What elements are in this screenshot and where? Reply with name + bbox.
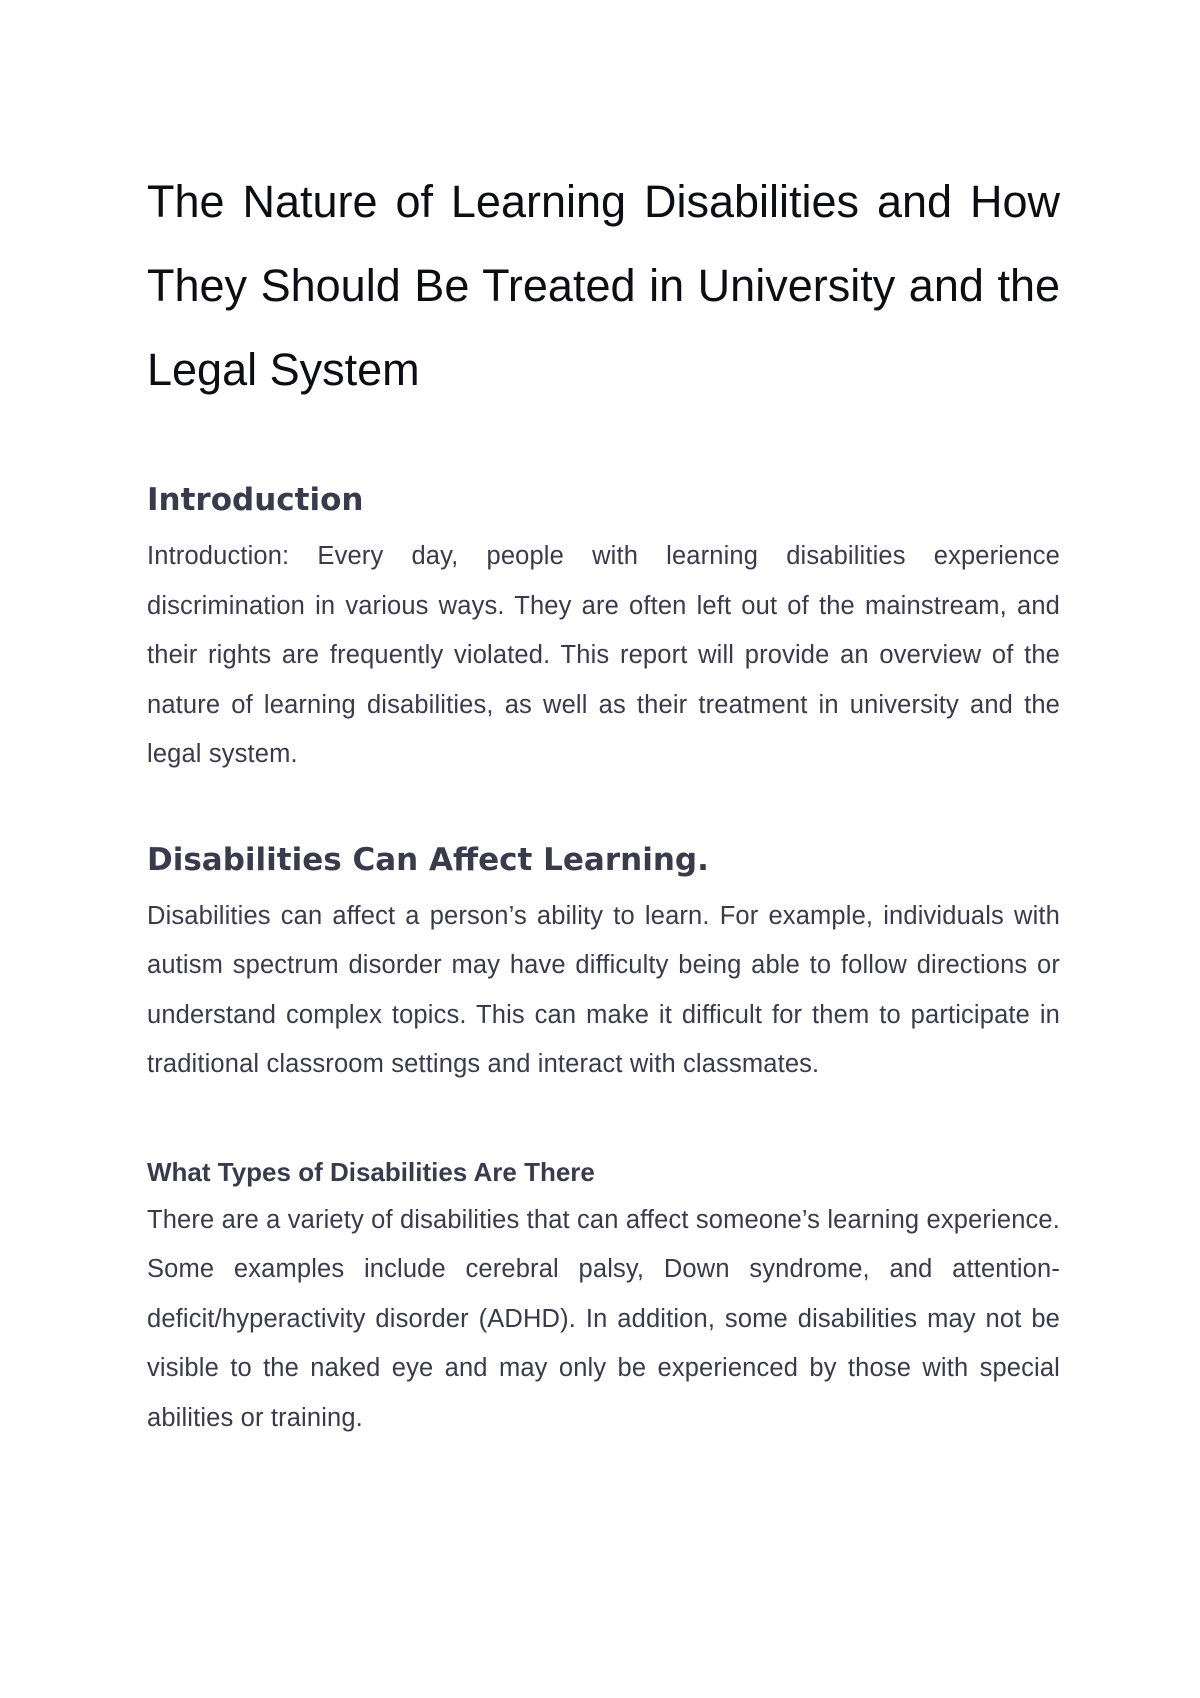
- section-heading-introduction: Introduction: [147, 482, 364, 518]
- section-heading-disabilities-affect-learning: Disabilities Can Affect Learning.: [147, 841, 709, 878]
- document-content: [147, 160, 1060, 1443]
- section-body-types-of-disabilities: There are a variety of disabilities that can affect someone’s learning experience. Some examples include cerebral palsy, Down syndrome, and attention-deficit/hyperactivity disorder (ADHD). In addition, some disabilities may not be visible to the naked eye and may only be experienced by those with special abilities or training.: [147, 1205, 1060, 1432]
- section-body-introduction: Introduction: Every day, people with learning disabilities experience discrimination in various ways. They are often left out of the mainstream, and their rights are frequently violated. This report will provide an overview of the nature of learning disabilities, as well as their treatment in university and the legal system.: [147, 542, 1060, 768]
- section-heading-types-of-disabilities: What Types of Disabilities Are There: [147, 1156, 595, 1187]
- document-title: The Nature of Learning Disabilities and How They Should Be Treated in University and the Legal System: [147, 176, 1060, 395]
- section-body-disabilities-affect-learning: Disabilities can affect a person’s ability to learn. For example, individuals with autism spectrum disorder may have difficulty being able to follow directions or understand complex topics. This can make it difficult for them to participate in traditional classroom settings and interact with classmates.: [147, 901, 1060, 1078]
